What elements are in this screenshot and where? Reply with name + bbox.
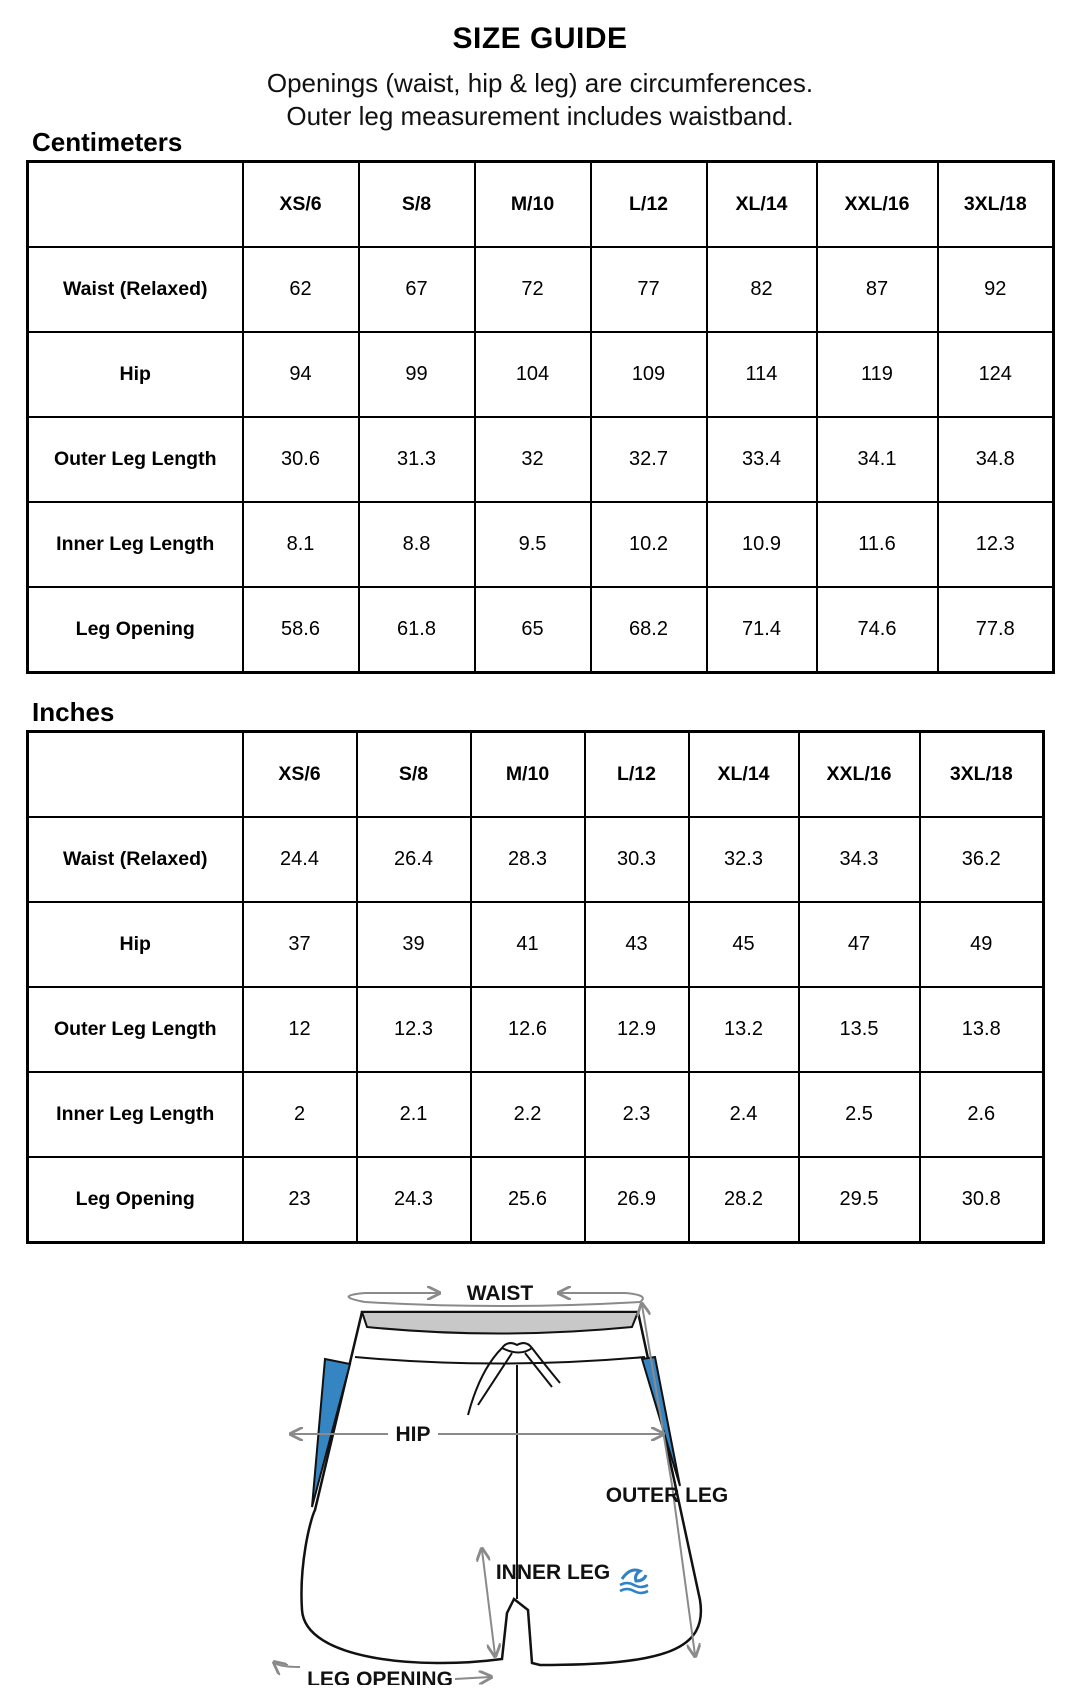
size-header: XS/6 xyxy=(243,732,357,818)
table-cell: 23 xyxy=(243,1157,357,1243)
table-cell: 2.6 xyxy=(920,1072,1044,1157)
row-label: Leg Opening xyxy=(28,1157,243,1243)
row-label: Outer Leg Length xyxy=(28,417,243,502)
hip-label: HIP xyxy=(395,1423,431,1446)
centimeters-heading: Centimeters xyxy=(32,127,183,157)
header-row xyxy=(28,732,1044,818)
table-cell: 2.4 xyxy=(689,1072,799,1157)
row-label: Waist (Relaxed) xyxy=(28,247,243,332)
table-cell: 30.8 xyxy=(920,1157,1044,1243)
table-cell: 68.2 xyxy=(591,587,707,673)
table-cell: 29.5 xyxy=(799,1157,920,1243)
table-cell: 26.4 xyxy=(357,817,471,902)
table-cell: 65 xyxy=(475,587,591,673)
table-cell: 49 xyxy=(920,902,1044,987)
corner-cell xyxy=(28,732,243,818)
table-row xyxy=(28,1157,1044,1243)
size-header: XXL/16 xyxy=(799,732,920,818)
table-cell: 92 xyxy=(938,247,1054,332)
table-cell: 61.8 xyxy=(359,587,475,673)
leg-opening-arrow-left xyxy=(275,1663,300,1667)
table-cell: 12.6 xyxy=(471,987,585,1072)
corner-cell xyxy=(28,162,243,248)
table-cell: 34.1 xyxy=(817,417,938,502)
table-cell: 12 xyxy=(243,987,357,1072)
size-header: XL/14 xyxy=(689,732,799,818)
waistband xyxy=(362,1312,638,1334)
size-header: S/8 xyxy=(359,162,475,248)
table-cell: 104 xyxy=(475,332,591,417)
table-cell: 67 xyxy=(359,247,475,332)
table-cell: 87 xyxy=(817,247,938,332)
table-cell: 99 xyxy=(359,332,475,417)
row-label: Outer Leg Length xyxy=(28,987,243,1072)
table-row xyxy=(28,247,1054,332)
table-cell: 124 xyxy=(938,332,1054,417)
size-header: S/8 xyxy=(357,732,471,818)
table-cell: 82 xyxy=(707,247,817,332)
size-header: XS/6 xyxy=(243,162,359,248)
table-cell: 28.3 xyxy=(471,817,585,902)
table-cell: 94 xyxy=(243,332,359,417)
row-label: Waist (Relaxed) xyxy=(28,817,243,902)
row-label: Inner Leg Length xyxy=(28,1072,243,1157)
table-cell: 10.9 xyxy=(707,502,817,587)
table-cell: 33.4 xyxy=(707,417,817,502)
size-header: 3XL/18 xyxy=(938,162,1054,248)
table-cell: 13.8 xyxy=(920,987,1044,1072)
table-cell: 12.3 xyxy=(357,987,471,1072)
waist-label: WAIST xyxy=(466,1282,534,1305)
table-cell: 28.2 xyxy=(689,1157,799,1243)
table-cell: 77.8 xyxy=(938,587,1054,673)
size-header: XXL/16 xyxy=(817,162,938,248)
table-cell: 8.8 xyxy=(359,502,475,587)
table-row xyxy=(28,1072,1044,1157)
table-cell: 32.3 xyxy=(689,817,799,902)
table-cell: 13.2 xyxy=(689,987,799,1072)
table-cell: 47 xyxy=(799,902,920,987)
row-label: Hip xyxy=(28,332,243,417)
waist-arrow-right xyxy=(562,1293,643,1302)
size-header: 3XL/18 xyxy=(920,732,1044,818)
table-row xyxy=(28,587,1054,673)
table-cell: 62 xyxy=(243,247,359,332)
table-cell: 24.3 xyxy=(357,1157,471,1243)
table-cell: 119 xyxy=(817,332,938,417)
inches-heading: Inches xyxy=(32,697,115,727)
subtitle-line-2: Outer leg measurement includes waistband. xyxy=(286,101,794,131)
centimeters-table xyxy=(26,160,1055,674)
table-row xyxy=(28,417,1054,502)
inner-leg-label: INNER LEG xyxy=(495,1561,611,1584)
table-cell: 12.9 xyxy=(585,987,689,1072)
row-label: Hip xyxy=(28,902,243,987)
table-cell: 77 xyxy=(591,247,707,332)
table-cell: 34.8 xyxy=(938,417,1054,502)
table-row xyxy=(28,502,1054,587)
size-header: M/10 xyxy=(475,162,591,248)
table-cell: 37 xyxy=(243,902,357,987)
table-cell: 34.3 xyxy=(799,817,920,902)
table-row xyxy=(28,902,1044,987)
table-cell: 11.6 xyxy=(817,502,938,587)
table-cell: 45 xyxy=(689,902,799,987)
size-header: L/12 xyxy=(591,162,707,248)
outer-leg-label: OUTER LEG xyxy=(605,1484,729,1507)
table-cell: 32 xyxy=(475,417,591,502)
table-cell: 109 xyxy=(591,332,707,417)
table-cell: 2 xyxy=(243,1072,357,1157)
table-cell: 2.5 xyxy=(799,1072,920,1157)
table-cell: 10.2 xyxy=(591,502,707,587)
table-cell: 36.2 xyxy=(920,817,1044,902)
table-cell: 41 xyxy=(471,902,585,987)
table-cell: 71.4 xyxy=(707,587,817,673)
table-row xyxy=(28,817,1044,902)
table-cell: 30.3 xyxy=(585,817,689,902)
size-header: L/12 xyxy=(585,732,689,818)
header-row xyxy=(28,162,1054,248)
table-cell: 43 xyxy=(585,902,689,987)
table-row xyxy=(28,987,1044,1072)
table-cell: 25.6 xyxy=(471,1157,585,1243)
table-cell: 2.1 xyxy=(357,1072,471,1157)
table-cell: 26.9 xyxy=(585,1157,689,1243)
table-row xyxy=(28,332,1054,417)
shorts-measurement-diagram xyxy=(270,1265,830,1685)
leg-opening-label: LEG OPENING xyxy=(307,1668,453,1685)
table-cell: 31.3 xyxy=(359,417,475,502)
table-cell: 2.3 xyxy=(585,1072,689,1157)
table-cell: 72 xyxy=(475,247,591,332)
table-cell: 2.2 xyxy=(471,1072,585,1157)
page-title: SIZE GUIDE xyxy=(452,22,628,55)
row-label: Inner Leg Length xyxy=(28,502,243,587)
table-cell: 58.6 xyxy=(243,587,359,673)
size-header: M/10 xyxy=(471,732,585,818)
table-cell: 74.6 xyxy=(817,587,938,673)
subtitle-line-1: Openings (waist, hip & leg) are circumferences. xyxy=(266,68,814,98)
table-cell: 9.5 xyxy=(475,502,591,587)
inches-table xyxy=(26,730,1045,1244)
table-cell: 8.1 xyxy=(243,502,359,587)
leg-opening-arrow-right xyxy=(455,1677,490,1679)
table-cell: 13.5 xyxy=(799,987,920,1072)
row-label: Leg Opening xyxy=(28,587,243,673)
size-header: XL/14 xyxy=(707,162,817,248)
table-cell: 30.6 xyxy=(243,417,359,502)
table-cell: 12.3 xyxy=(938,502,1054,587)
table-cell: 39 xyxy=(357,902,471,987)
table-cell: 32.7 xyxy=(591,417,707,502)
table-cell: 114 xyxy=(707,332,817,417)
table-cell: 24.4 xyxy=(243,817,357,902)
